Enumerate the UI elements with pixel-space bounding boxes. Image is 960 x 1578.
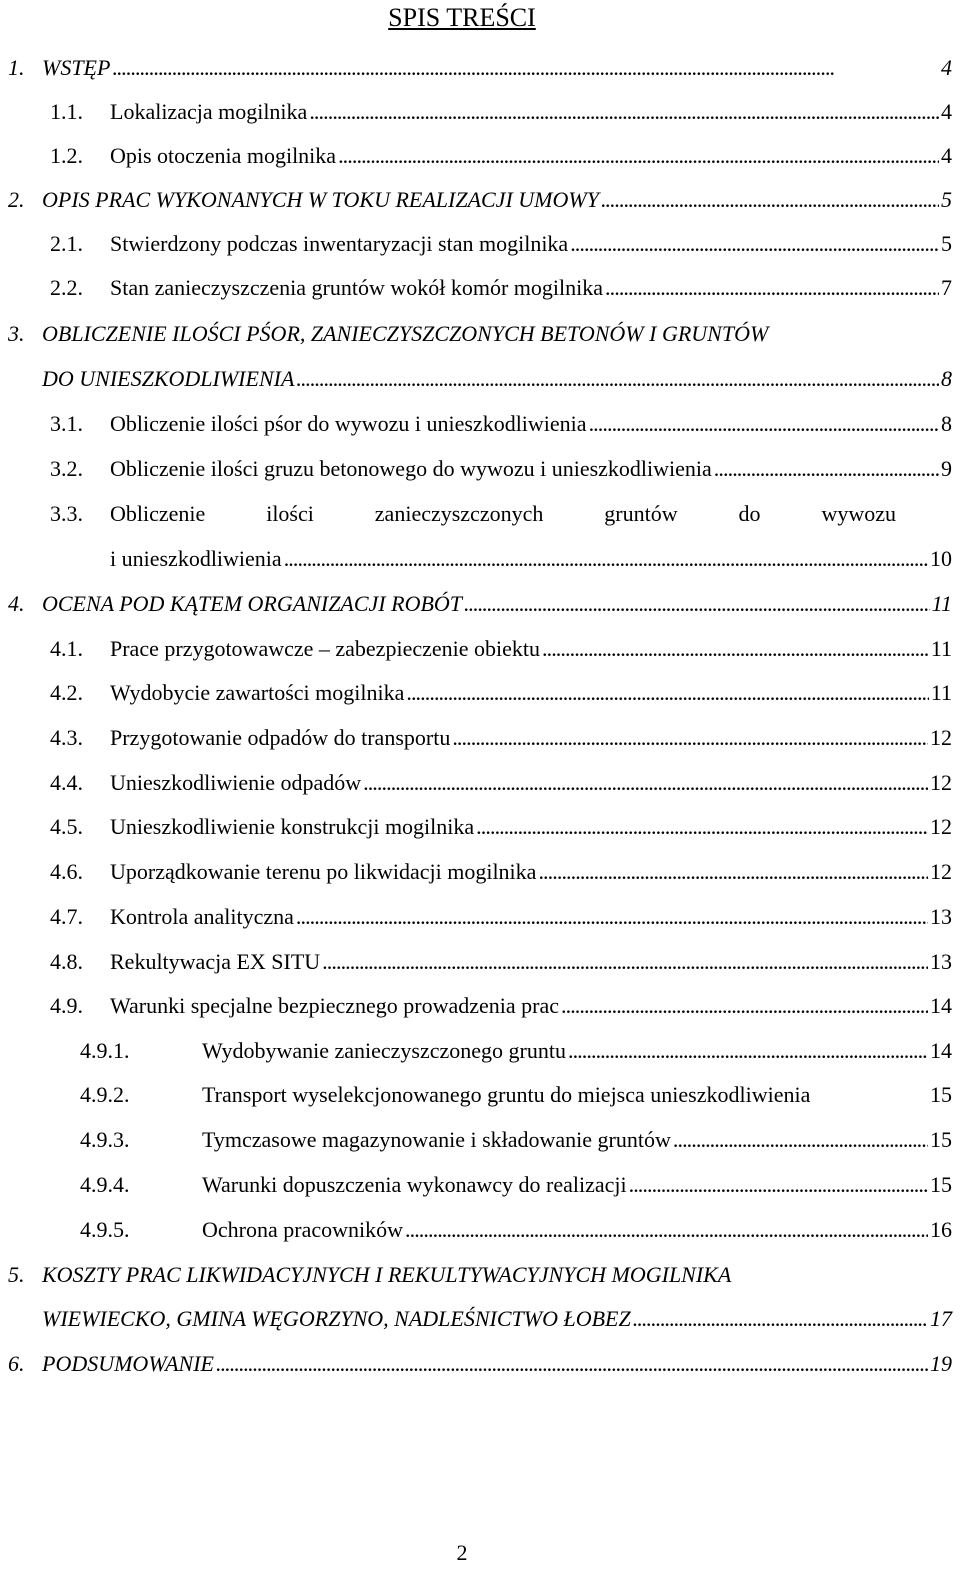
dot-leader: [452, 716, 928, 760]
toc-entry-label: Stwierdzony podczas inwentaryzacji stan mogilnika: [110, 231, 569, 256]
toc-entry-label: Opis otoczenia mogilnika: [110, 143, 337, 168]
toc-entry-page: 4: [941, 143, 952, 168]
toc-entry-4[interactable]: [8, 582, 952, 626]
toc-entry-number: 4.7.: [50, 904, 83, 929]
dot-leader: [538, 850, 928, 894]
toc-entry-page: 11: [930, 680, 952, 705]
toc-entry-page: 19: [930, 1351, 952, 1376]
toc-entry-number: 4.9.5.: [80, 1217, 130, 1242]
toc-entry-label: Transport wyselekcjonowanego gruntu do miejsca unieszkodliwienia: [202, 1082, 811, 1107]
toc-entry-number: 4.4.: [50, 770, 83, 795]
toc-entry-4-8[interactable]: [50, 940, 952, 984]
toc-entry-4-6[interactable]: [50, 850, 952, 894]
toc-entry-5-cont[interactable]: [42, 1297, 952, 1341]
toc-entry-number: 4.6.: [50, 859, 83, 884]
toc-entry-label: Lokalizacja mogilnika: [110, 99, 308, 124]
toc-entry-number: 6.: [8, 1351, 25, 1376]
toc-entry-label: KOSZTY PRAC LIKWIDACYJNYCH I REKULTYWACYJNYCH MOGILNIKA: [42, 1262, 732, 1287]
dot-leader: [406, 671, 928, 715]
toc-entry-page: 13: [930, 949, 952, 974]
toc-entry-page: 12: [930, 859, 952, 884]
toc-entry-page: 5: [941, 231, 952, 256]
toc-entry-label: Obliczenie ilości pśor do wywozu i unieszkodliwienia: [110, 411, 587, 436]
toc-entry-page: 10: [930, 546, 952, 571]
toc-entry-label: Kontrola analityczna: [110, 904, 294, 929]
toc-entry-page: 14: [930, 1038, 952, 1063]
toc-entry-number: 3.3.: [50, 501, 83, 526]
dot-leader: [363, 761, 928, 805]
toc-entry-4-2[interactable]: [50, 671, 952, 715]
toc-entry-4-5[interactable]: [50, 805, 952, 849]
toc-entry-number: 2.2.: [50, 275, 83, 300]
toc-entry-label: Warunki dopuszczenia wykonawcy do realizacji: [202, 1172, 627, 1197]
dot-leader: [405, 1208, 928, 1252]
toc-entry-1-1[interactable]: [50, 90, 952, 134]
toc-entry-page: 8: [941, 411, 952, 436]
toc-entry-number: 1.2.: [50, 143, 83, 168]
toc-entry-page: 12: [930, 814, 952, 839]
toc-entry-page: 5: [941, 187, 952, 212]
toc-entry-number: 4.9.1.: [80, 1038, 130, 1063]
dot-leader: [589, 402, 939, 446]
toc-entry-number: 2.: [8, 187, 25, 212]
dot-leader: [568, 1029, 928, 1073]
toc-entry-page: 16: [930, 1217, 952, 1242]
toc-entry-5[interactable]: [8, 1253, 952, 1297]
dot-leader: [284, 537, 928, 581]
page-number: 2: [456, 1540, 468, 1565]
toc-entry-label: Rekultywacja EX SITU: [110, 949, 321, 974]
toc-entry-page: 15: [930, 1127, 952, 1152]
toc-entry-page: 9: [941, 456, 952, 481]
toc-entry-label-continued: WIEWIECKO, GMINA WĘGORZYNO, NADLEŚNICTWO ŁOBEZ: [42, 1306, 631, 1331]
toc-entry-3-3-cont[interactable]: [110, 537, 952, 581]
toc-entry-number: 4.1.: [50, 636, 83, 661]
toc-entry-number: 2.1.: [50, 231, 83, 256]
toc-entry-3-3[interactable]: [50, 492, 896, 536]
dot-leader: [476, 805, 928, 849]
toc-entry-number: 4.9.4.: [80, 1172, 130, 1197]
toc-entry-label: Przygotowanie odpadów do transportu: [110, 725, 451, 750]
toc-entry-4-4[interactable]: [50, 761, 952, 805]
toc-entry-label: Unieszkodliwienie odpadów: [110, 770, 362, 795]
dot-leader: [673, 1118, 928, 1162]
toc-entry-label: Wydobycie zawartości mogilnika: [110, 680, 405, 705]
toc-entry-label: Ochrona pracowników: [202, 1217, 403, 1242]
toc-entry-page: 12: [930, 770, 952, 795]
toc-entry-number: 5.: [8, 1262, 25, 1287]
toc-entry-page: 15: [930, 1172, 952, 1197]
toc-entry-number: 4.3.: [50, 725, 83, 750]
toc-entry-page: 12: [930, 725, 952, 750]
toc-entry-2-1[interactable]: [50, 222, 952, 266]
toc-entry-number: 4.2.: [50, 680, 83, 705]
toc-entry-4-9-1[interactable]: [80, 1029, 952, 1073]
toc-title: SPIS TREŚCI: [388, 3, 536, 32]
toc-entry-label-continued: DO UNIESZKODLIWIENIA: [42, 366, 295, 391]
toc-entry-2-2[interactable]: [50, 266, 952, 310]
toc-entry-label: Unieszkodliwienie konstrukcji mogilnika: [110, 814, 475, 839]
toc-entry-4-1[interactable]: [50, 627, 952, 671]
toc-entry-label: Stan zanieczyszczenia gruntów wokół komór mogilnika: [110, 275, 604, 300]
toc-entry-label: Obliczenie ilości zanieczyszczonych gruntów do wywozu: [110, 501, 896, 526]
dot-leader: [714, 447, 939, 491]
toc-entry-number: 4.9.3.: [80, 1127, 130, 1152]
toc-entry-label: Uporządkowanie terenu po likwidacji mogilnika: [110, 859, 537, 884]
toc-entry-number: 4.9.2.: [80, 1082, 130, 1107]
toc-entry-page: 15: [930, 1082, 952, 1107]
toc-entry-label: Obliczenie ilości gruzu betonowego do wywozu i unieszkodliwienia: [110, 456, 712, 481]
toc-entry-page: 4: [941, 55, 952, 80]
toc-entry-number: 4.5.: [50, 814, 83, 839]
toc-entry-3-1[interactable]: [50, 402, 952, 446]
toc-entry-number: 1.1.: [50, 99, 83, 124]
dot-leader: [216, 1342, 928, 1386]
toc-entry-6[interactable]: [8, 1342, 952, 1386]
toc-entry-label: WSTĘP: [42, 55, 111, 80]
toc-entry-4-9-2[interactable]: [80, 1073, 952, 1117]
toc-entry-label: Wydobywanie zanieczyszczonego gruntu: [202, 1038, 566, 1063]
toc-entry-page: 8: [941, 366, 952, 391]
toc-entry-label: OBLICZENIE ILOŚCI PŚOR, ZANIECZYSZCZONYCH BETONÓW I GRUNTÓW: [42, 321, 769, 346]
toc-entry-page: 4: [941, 99, 952, 124]
toc-entry-3[interactable]: [8, 312, 952, 356]
toc-entry-number: 3.: [8, 321, 25, 346]
toc-entry-1[interactable]: [8, 46, 952, 90]
dot-leader: [561, 984, 928, 1028]
toc-entry-number: 4.: [8, 591, 25, 616]
toc-entry-label: Prace przygotowawcze – zabezpieczenie obiektu: [110, 636, 540, 661]
toc-entry-number: 4.8.: [50, 949, 83, 974]
toc-entry-label: OPIS PRAC WYKONANYCH W TOKU REALIZACJI UMOWY: [42, 187, 599, 212]
toc-entry-4-9-4[interactable]: [80, 1163, 952, 1207]
dot-leader: [322, 940, 928, 984]
dot-leader: [542, 627, 929, 671]
toc-entry-label: OCENA POD KĄTEM ORGANIZACJI ROBÓT: [42, 591, 463, 616]
toc-entry-4-9-5[interactable]: [80, 1208, 952, 1252]
toc-entry-page: 11: [931, 591, 952, 616]
toc-entry-page: 17: [930, 1306, 952, 1331]
toc-entry-number: 4.9.: [50, 993, 83, 1018]
dot-leader: [296, 895, 928, 939]
toc-entry-4-9[interactable]: [50, 984, 952, 1028]
toc-entry-2[interactable]: [8, 178, 952, 222]
toc-entry-4-7[interactable]: [50, 895, 952, 939]
toc-entry-page: 14: [930, 993, 952, 1018]
toc-entry-page: 13: [930, 904, 952, 929]
toc-entry-number: 1.: [8, 55, 25, 80]
toc-entry-page: 11: [930, 636, 952, 661]
dot-leader: [570, 222, 939, 266]
dot-leader: [112, 46, 939, 90]
toc-entry-3-cont[interactable]: [42, 357, 952, 401]
toc-entry-4-9-3[interactable]: [80, 1118, 952, 1162]
toc-entry-1-2[interactable]: [50, 134, 952, 178]
dot-leader: [309, 90, 939, 134]
toc-entry-label: Warunki specjalne bezpiecznego prowadzenia prac: [110, 993, 559, 1018]
dot-leader: [633, 1297, 928, 1341]
toc-entry-4-3[interactable]: [50, 716, 952, 760]
toc-entry-label: PODSUMOWANIE: [42, 1351, 214, 1376]
dot-leader: [338, 134, 939, 178]
toc-entry-page: 7: [941, 275, 952, 300]
dot-leader: [601, 178, 939, 222]
dot-leader: [605, 266, 939, 310]
toc-entry-label: Tymczasowe magazynowanie i składowanie gruntów: [202, 1127, 671, 1152]
dot-leader: [629, 1163, 928, 1207]
dot-leader: [296, 357, 939, 401]
toc-entry-label-continued: i unieszkodliwienia: [110, 546, 282, 571]
toc-entry-number: 3.1.: [50, 411, 83, 436]
toc-entry-number: 3.2.: [50, 456, 83, 481]
dot-leader: [464, 582, 930, 626]
toc-entry-3-2[interactable]: [50, 447, 952, 491]
